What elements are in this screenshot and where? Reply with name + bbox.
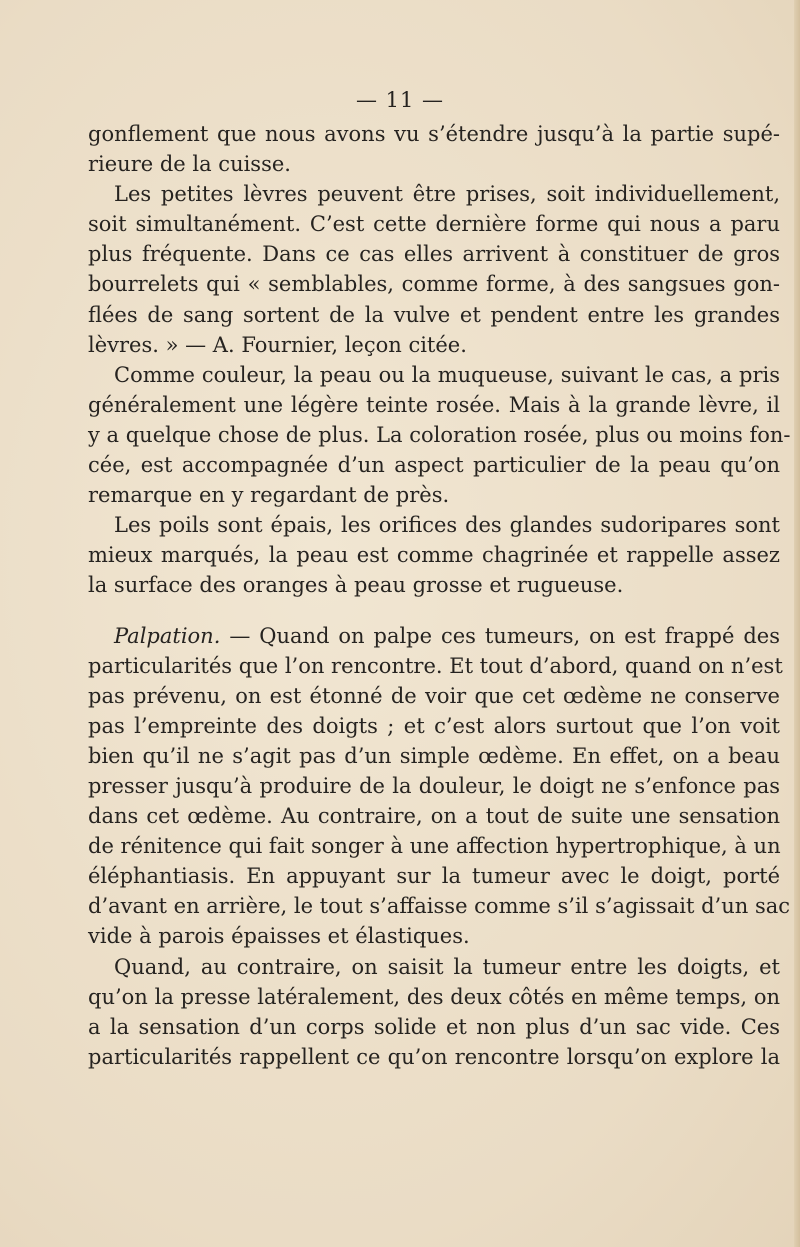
text-line: particularités que l’on rencontre. Et tout d’abord, quand on n’est <box>88 653 783 678</box>
text-line: remarque en y regardant de près. <box>88 483 450 508</box>
text-line: vide à parois épaisses et élastiques. <box>88 924 470 949</box>
text-line: cée, est accompagnée d’un aspect particulier de la peau qu’on <box>88 453 780 478</box>
text-line: Les poils sont épais, les orifices des glandes sudoripares sont <box>114 513 780 538</box>
text-line: particularités rappellent ce qu’on rencontre lorsqu’on explore la <box>88 1044 780 1069</box>
text-line: d’avant en arrière, le tout s’affaisse comme s’il s’agissait d’un sac <box>88 894 791 919</box>
text-line: pas l’empreinte des doigts ; et c’est alors surtout que l’on voit <box>88 713 780 738</box>
section-heading: Palpation. <box>114 623 221 648</box>
text-line: éléphantiasis. En appuyant sur la tumeur avec le doigt, porté <box>88 864 780 889</box>
text-line: la surface des oranges à peau grosse et rugueuse. <box>88 573 624 598</box>
text-line: plus fréquente. Dans ce cas elles arrivent à constituer de gros <box>88 242 780 267</box>
text-line: gonflement que nous avons vu s’étendre jusqu’à la partie supé- <box>88 122 780 146</box>
section-gap <box>88 601 780 621</box>
text-line <box>88 621 780 651</box>
text-line: généralement une légère teinte rosée. Mais à la grande lèvre, il <box>88 392 780 417</box>
page-edge <box>794 0 800 1247</box>
text-span: — Quand on palpe ces tumeurs, on est frappé des <box>220 623 780 648</box>
text-line: mieux marqués, la peau est comme chagrinée et rappelle assez <box>88 543 780 568</box>
body-text <box>88 119 791 1072</box>
text-line: presser jusqu’à produire de la douleur, le doigt ne s’enfonce pas <box>88 773 780 798</box>
text-line: bien qu’il ne s’agit pas d’un simple œdème. En effet, on a beau <box>88 743 780 768</box>
text-line: Les petites lèvres peuvent être prises, soit individuellement, <box>114 182 780 207</box>
text-line: flées de sang sortent de la vulve et pendent entre les grandes <box>88 302 780 327</box>
page-number: — 11 — <box>355 88 445 112</box>
text-line: lèvres. » — A. Fournier, leçon citée. <box>88 332 467 357</box>
text-line: Quand, au contraire, on saisit la tumeur entre les doigts, et <box>114 954 780 979</box>
text-line: soit simultanément. C’est cette dernière forme qui nous a paru <box>88 212 780 237</box>
text-line: y a quelque chose de plus. La coloration rosée, plus ou moins fon- <box>88 422 791 447</box>
text-line: a la sensation d’un corps solide et non plus d’un sac vide. Ces <box>88 1014 780 1039</box>
text-line: Comme couleur, la peau ou la muqueuse, suivant le cas, a pris <box>114 362 780 387</box>
text-line: bourrelets qui « semblables, comme forme, à des sangsues gon- <box>88 272 780 297</box>
text-line: dans cet œdème. Au contraire, on a tout de suite une sensation <box>88 804 780 829</box>
text-line: pas prévenu, on est étonné de voir que cet œdème ne conserve <box>88 683 780 708</box>
text-line: de rénitence qui fait songer à une affection hypertrophique, à un <box>88 834 781 859</box>
text-line: qu’on la presse latéralement, des deux côtés en même temps, on <box>88 984 780 1009</box>
text-line: rieure de la cuisse. <box>88 152 291 177</box>
